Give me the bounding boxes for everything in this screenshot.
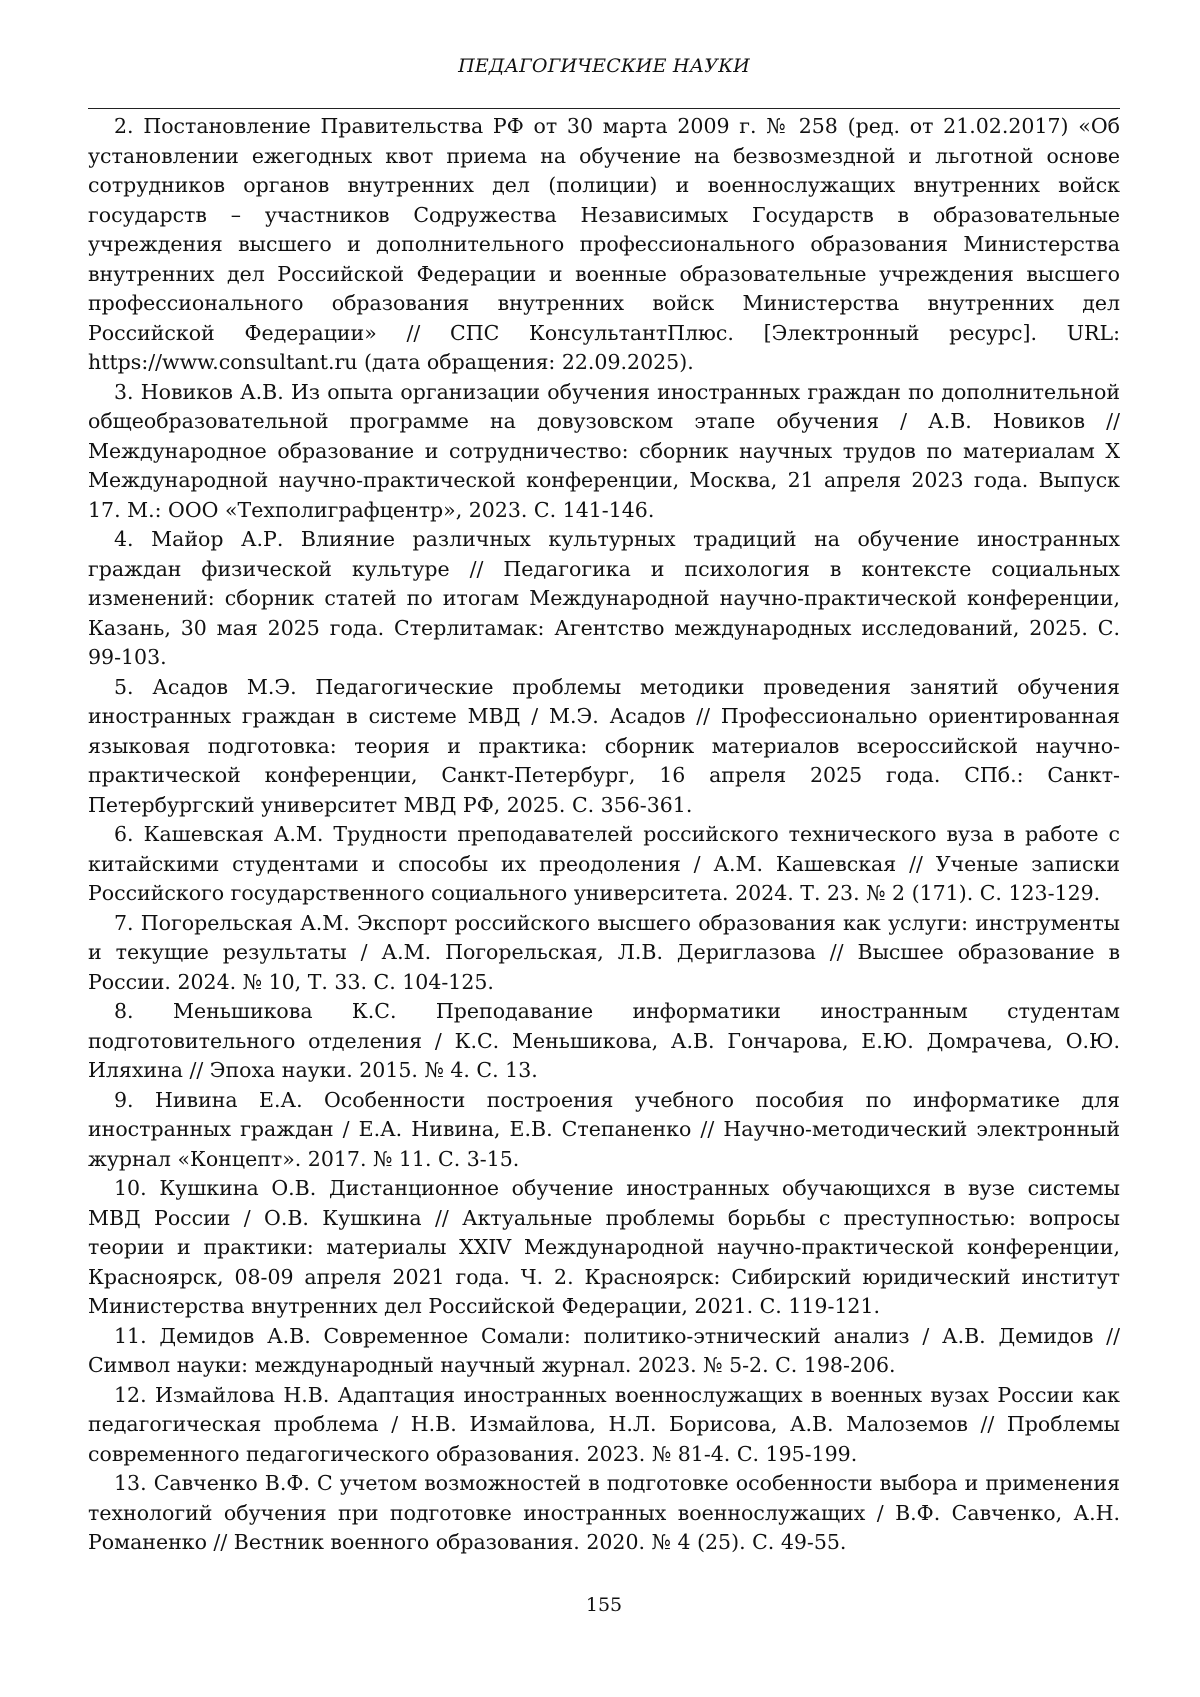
reference-text: Демидов А.В. Современное Сомали: политико-этнический анализ / А.В. Демидов // Символ науки: международный научный журнал. 2023. № 5-2. С. 198-206. — [88, 1323, 1120, 1377]
reference-item-11 — [88, 1322, 1120, 1381]
reference-number: 13. — [114, 1471, 147, 1495]
reference-number: 4. — [114, 527, 134, 551]
reference-text: Нивина Е.А. Особенности построения учебного пособия по информатике для иностранных граждан / Е.А. Нивина, Е.В. Степаненко // Научно-методический электронный журнал «Концепт». 2017. № 11. С. 3-15. — [88, 1087, 1120, 1171]
reference-text: Постановление Правительства РФ от 30 марта 2009 г. № 258 (ред. от 21.02.2017) «Об установлении ежегодных квот приема на обучение на безвозмездной и льготной основе сотрудников органов внутренних дел (полиции) и военнослужащих внутренних войск государств – участников Содружества Независимых Государств в образовательные учреждения высшего и дополнительного профессионального образования Министерства внутренних дел Российской Федерации и военные образовательные учреждения высшего профессионального образования внутренних войск Министерства внутренних дел Российской Федерации» // СПС КонсультантПлюс. [Электронный ресурс]. URL: https://www.consultant.ru (дата обращения: 22.09.2025). — [88, 114, 1120, 374]
reference-text: Новиков А.В. Из опыта организации обучения иностранных граждан по дополнительной общеобразовательной программе на довузовском этапе обучения / А.В. Новиков // Международное образование и сотрудничество: сборник научных трудов по материалам X Международной научно-практической конференции, Москва, 21 апреля 2023 года. Выпуск 17. М.: ООО «Техполиграфцентр», 2023. С. 141-146. — [88, 379, 1120, 522]
reference-text: Майор А.Р. Влияние различных культурных традиций на обучение иностранных граждан физической культуре // Педагогика и психология в контексте социальных изменений: сборник статей по итогам Международной научно-практической конференции, Казань, 30 мая 2025 года. Стерлитамак: Агентство международных исследований, 2025. С. 99-103. — [88, 527, 1120, 669]
reference-text: Погорельская А.М. Экспорт российского высшего образования как услуги: инструменты и текущие результаты / А.М. Погорельская, Л.В. Дериглазова // Высшее образование в России. 2024. № 10, Т. 33. С. 104-125. — [88, 910, 1120, 994]
reference-number: 6. — [114, 822, 134, 846]
running-header-section-title: ПЕДАГОГИЧЕСКИЕ НАУКИ — [458, 55, 750, 77]
reference-item-9 — [88, 1086, 1120, 1175]
reference-text: Асадов М.Э. Педагогические проблемы методики проведения занятий обучения иностранных граждан в системе МВД / М.Э. Асадов // Профессионально ориентированная языковая подготовка: теория и практика: сборник материалов всероссийской научно-практической конференции, Санкт-Петербург, 16 апреля 2025 года. СПб.: Санкт-Петербургский университет МВД РФ, 2025. С. 356-361. — [88, 674, 1120, 817]
reference-item-4 — [88, 525, 1120, 673]
reference-item-13 — [88, 1469, 1120, 1558]
reference-item-12 — [88, 1381, 1120, 1470]
reference-number: 11. — [114, 1323, 147, 1348]
reference-number: 7. — [114, 910, 134, 935]
reference-number: 10. — [114, 1176, 147, 1200]
reference-item-10 — [88, 1174, 1120, 1322]
reference-text: Савченко В.Ф. С учетом возможностей в подготовке особенности выбора и применения технологий обучения при подготовке иностранных военнослужащих / В.Ф. Савченко, А.Н. Романенко // Вестник военного образования. 2020. № 4 (25). С. 49-55. — [88, 1471, 1120, 1554]
reference-number: 3. — [114, 379, 134, 404]
document-page — [88, 0, 1120, 1697]
reference-item-7 — [88, 909, 1120, 998]
reference-number: 9. — [114, 1087, 134, 1112]
reference-number: 8. — [114, 999, 134, 1023]
reference-text: Меньшикова К.С. Преподавание информатики иностранным студентам подготовительного отделения / К.С. Меньшикова, А.В. Гончарова, Е.Ю. Домрачева, О.Ю. Иляхина // Эпоха науки. 2015. № 4. С. 13. — [88, 999, 1120, 1082]
reference-text: Кушкина О.В. Дистанционное обучение иностранных обучающихся в вузе системы МВД России / О.В. Кушкина // Актуальные проблемы борьбы с преступностью: вопросы теории и практики: материалы XXIV Международной научно-практической конференции, Красноярск, 08-09 апреля 2021 года. Ч. 2. Красноярск: Сибирский юридический институт Министерства внутренних дел Российской Федерации, 2021. С. 119-121. — [88, 1176, 1120, 1318]
reference-list — [88, 112, 1120, 1558]
reference-item-3 — [88, 378, 1120, 526]
reference-item-2 — [88, 112, 1120, 378]
reference-number: 12. — [114, 1382, 147, 1407]
reference-item-8 — [88, 997, 1120, 1086]
reference-text: Кашевская А.М. Трудности преподавателей российского технического вуза в работе с китайскими студентами и способы их преодоления / А.М. Кашевская // Ученые записки Российского государственного социального университета. 2024. Т. 23. № 2 (171). С. 123-129. — [88, 822, 1120, 905]
page-number: 155 — [585, 1594, 623, 1616]
reference-text: Измайлова Н.В. Адаптация иностранных военнослужащих в военных вузах России как педагогическая проблема / Н.В. Измайлова, Н.Л. Борисова, А.В. Малоземов // Проблемы современного педагогического образования. 2023. № 81-4. С. 195-199. — [88, 1382, 1120, 1466]
reference-number: 2. — [114, 114, 134, 138]
reference-item-6 — [88, 820, 1120, 909]
reference-item-5 — [88, 673, 1120, 821]
header-rule — [88, 108, 1120, 109]
reference-number: 5. — [114, 674, 134, 699]
